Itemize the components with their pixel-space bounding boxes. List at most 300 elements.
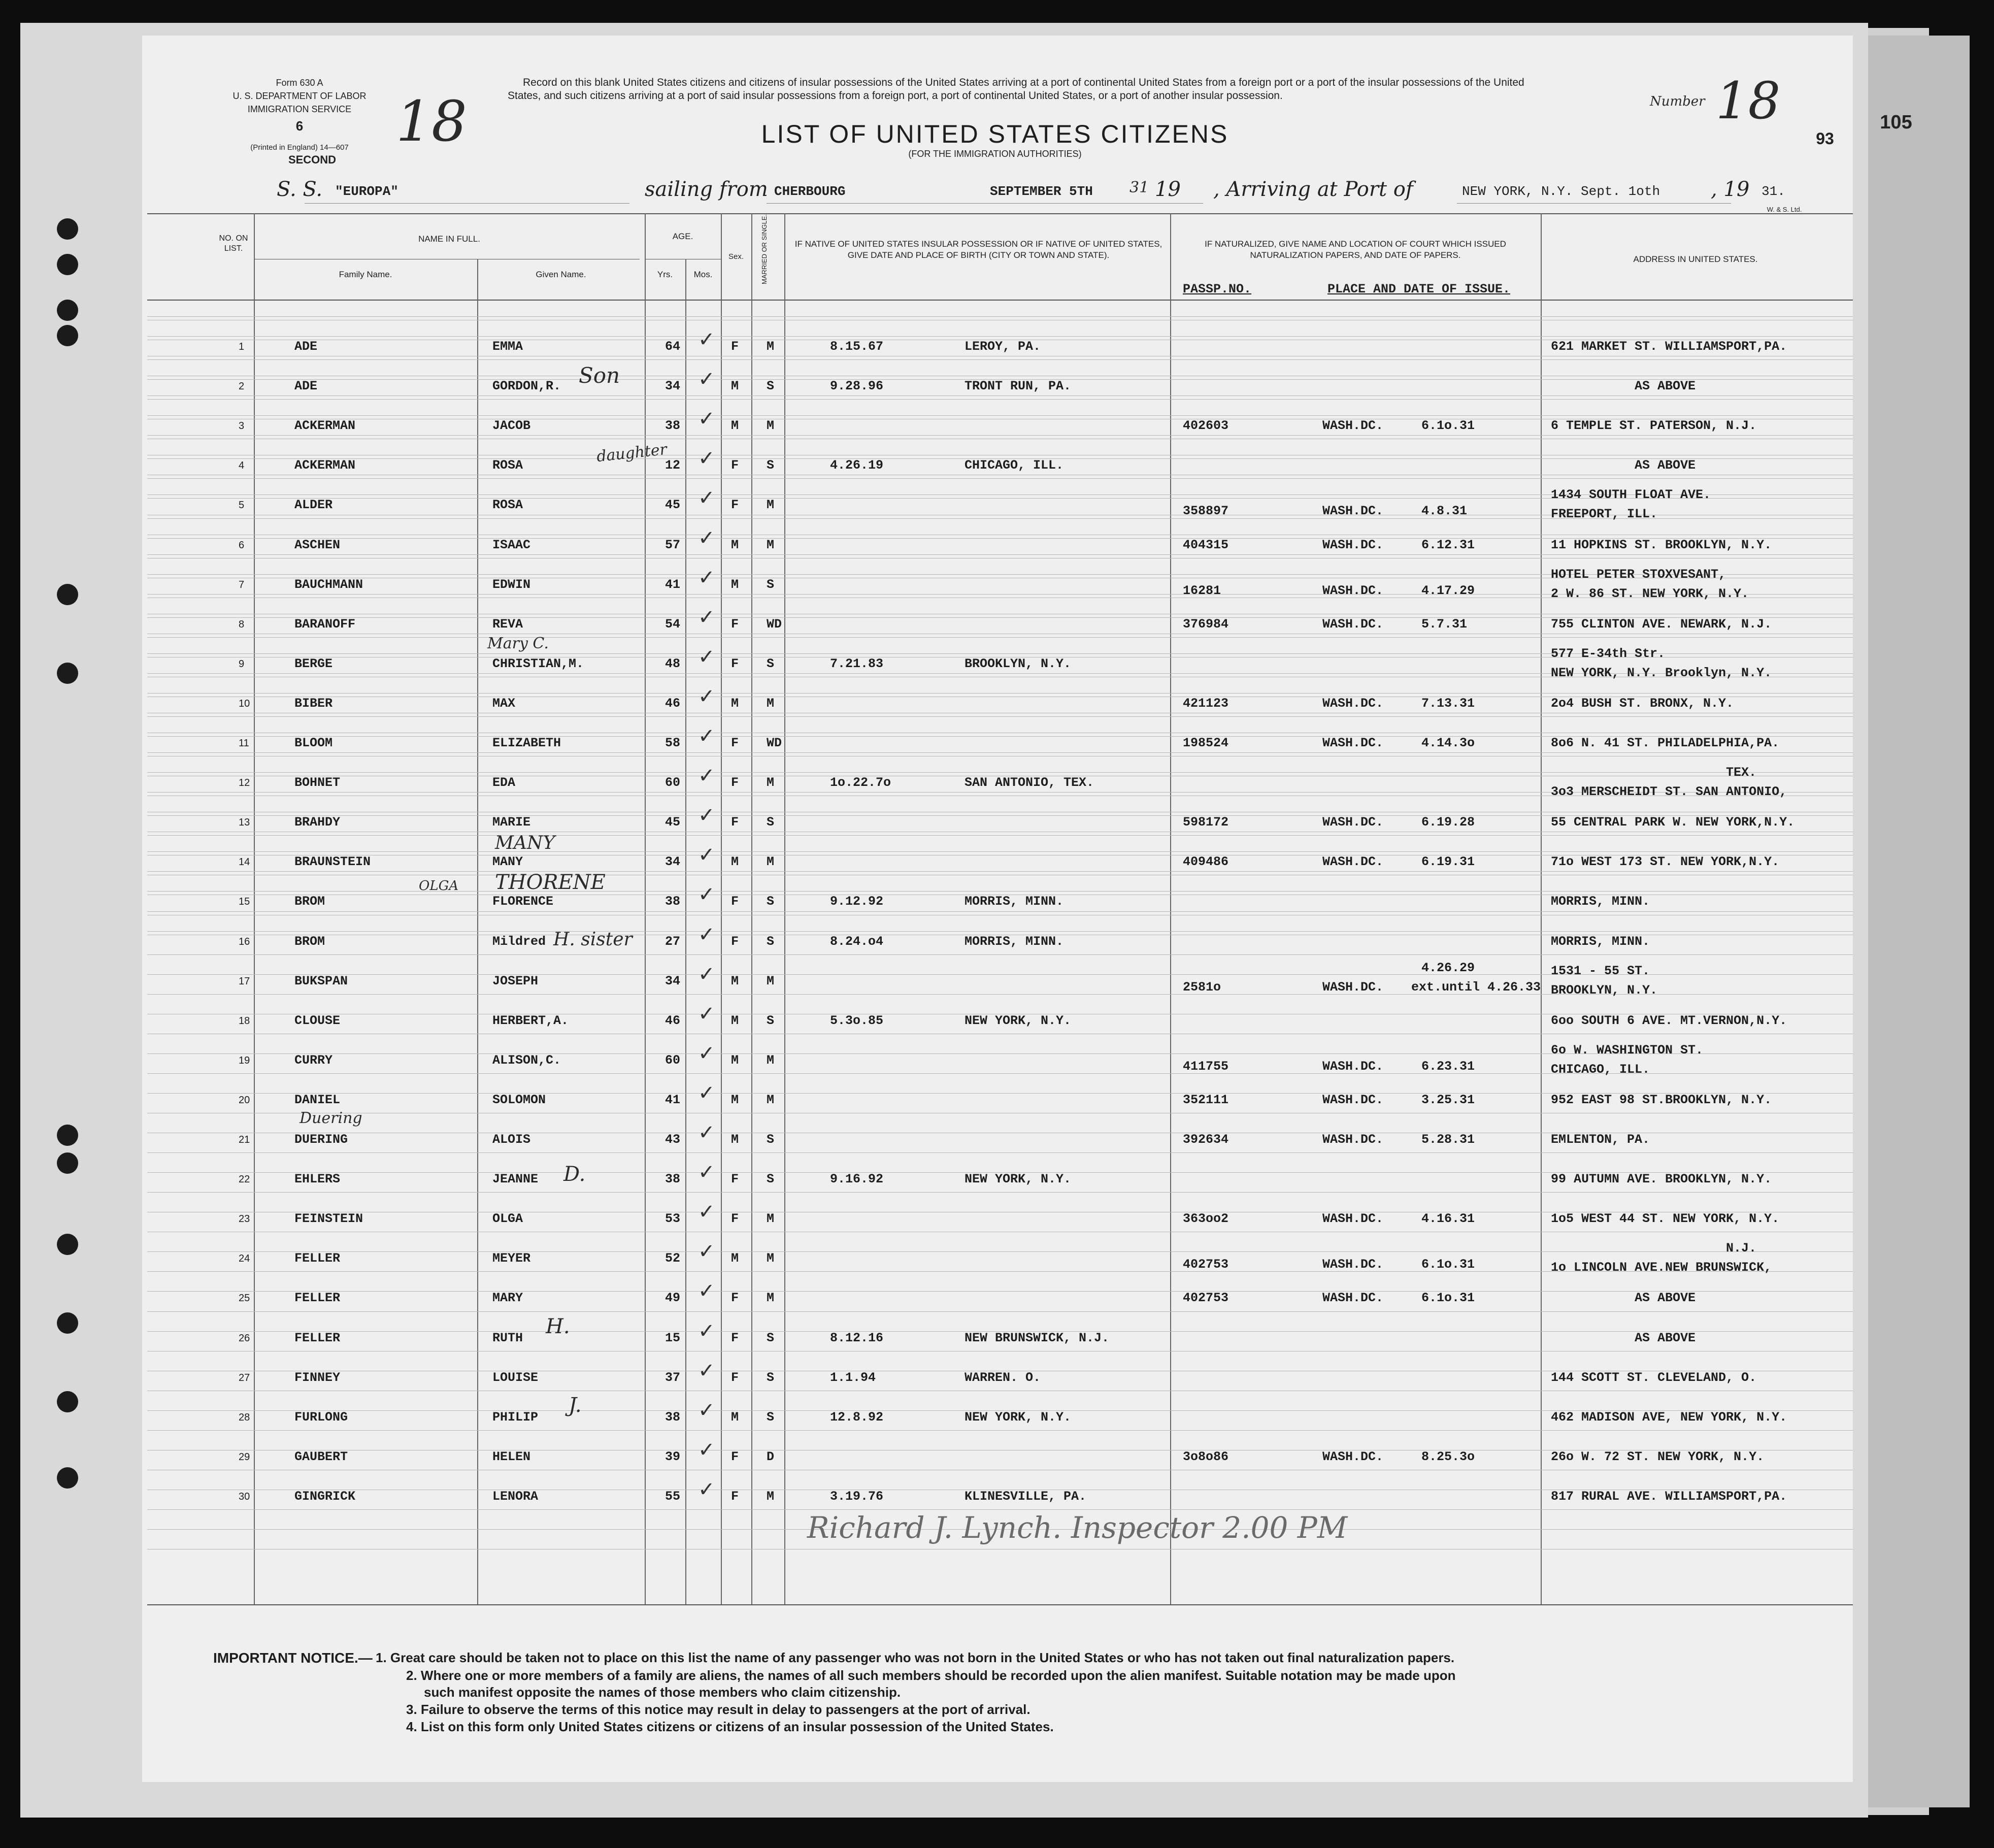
address-line: 8o6 N. 41 ST. PHILADELPHIA,PA. (1551, 736, 1780, 750)
marital-status: S (767, 656, 775, 671)
issue-date: 6.19.28 (1421, 815, 1475, 830)
issue-place: WASH.DC. (1322, 696, 1384, 711)
age-years: 64 (665, 339, 681, 354)
check-mark-icon: ✓ (698, 685, 715, 708)
passport-number: 402753 (1183, 1291, 1229, 1305)
row-number: 25 (239, 1293, 250, 1304)
issue-place: WASH.DC. (1322, 1257, 1384, 1272)
service: IMMIGRATION SERVICE (247, 104, 352, 114)
address-line: 55 CENTRAL PARK W. NEW YORK,N.Y. (1551, 815, 1795, 830)
birth-place: MORRIS, MINN. (965, 894, 1064, 909)
row-number: 30 (239, 1491, 250, 1502)
row-number: 9 (239, 658, 245, 670)
birth-date: 3.19.76 (830, 1489, 884, 1504)
binder-hole (57, 584, 78, 605)
birth-place: NEW BRUNSWICK, N.J. (965, 1331, 1110, 1345)
marital-status: S (767, 379, 775, 393)
age-years: 38 (665, 418, 681, 433)
annotation-thorene: THORENE (495, 871, 606, 894)
family-name: DUERING (294, 1132, 348, 1147)
sex: F (731, 1449, 739, 1464)
col-passport-no: PASSP.NO. (1183, 282, 1252, 296)
marital-status: M (767, 1291, 775, 1305)
col-native: IF NATIVE OF UNITED STATES INSULAR POSSESSION OR IF NATIVE OF UNITED STATES, GIVE DATE AND PLACE OF BIRTH (CITY OR TOWN AND STATE). (794, 239, 1162, 260)
issue-place: WASH.DC. (1322, 617, 1384, 632)
address-line: CHICAGO, ILL. (1551, 1062, 1650, 1077)
birth-place: LEROY, PA. (965, 339, 1041, 354)
marital-status: S (767, 815, 775, 830)
issue-date: 4.8.31 (1421, 504, 1468, 518)
given-name: Mildred (492, 934, 546, 949)
issue-place: WASH.DC. (1322, 815, 1384, 830)
col-divider (685, 259, 686, 1604)
age-years: 39 (665, 1449, 681, 1464)
given-name: RUTH (492, 1331, 523, 1345)
age-years: 55 (665, 1489, 681, 1504)
issue-date: 4.14.3o (1421, 736, 1475, 750)
sex: F (731, 1211, 739, 1226)
row-rule (147, 693, 1853, 694)
sailing-label: sailing from (645, 178, 768, 201)
family-name: FEINSTEIN (294, 1211, 363, 1226)
given-name: FLORENCE (492, 894, 554, 909)
check-mark-icon: ✓ (698, 804, 715, 827)
row-number: 23 (239, 1213, 250, 1225)
sex: F (731, 775, 739, 790)
marital-status: S (767, 1331, 775, 1345)
binder-hole (57, 663, 78, 684)
address-line: 817 RURAL AVE. WILLIAMSPORT,PA. (1551, 1489, 1787, 1504)
annotation-h: H. (546, 1315, 570, 1338)
check-mark-icon: ✓ (698, 1438, 715, 1462)
col-divider (254, 213, 255, 1604)
passport-number: 2581o (1183, 980, 1221, 995)
notice-item: 2. Where one or more members of a family are aliens, the names of all such members should be recorded upon the alien manifest. Suitable notation may be made upon (406, 1668, 1456, 1683)
sex: F (731, 894, 739, 909)
arrival-port: NEW YORK, N.Y. Sept. 1oth (1462, 184, 1660, 199)
address-line: BROOKLYN, N.Y. (1551, 983, 1658, 998)
sex: M (731, 577, 739, 592)
address-line: 755 CLINTON AVE. NEWARK, N.J. (1551, 617, 1772, 632)
row-rule (147, 478, 1853, 479)
marital-status: M (767, 1053, 775, 1068)
marital-status: M (767, 696, 775, 711)
passport-number: 598172 (1183, 815, 1229, 830)
marital-status: S (767, 1132, 775, 1147)
passport-number: 411755 (1183, 1059, 1229, 1074)
row-number: 27 (239, 1372, 250, 1383)
corner-number: 93 (1816, 129, 1834, 148)
check-mark-icon: ✓ (698, 1240, 715, 1263)
notice-item: such manifest opposite the names of those members who claim citizenship. (424, 1685, 901, 1700)
sex: M (731, 1251, 739, 1266)
sex: M (731, 1093, 739, 1107)
row-number: 7 (239, 579, 245, 590)
marital-status: M (767, 498, 775, 512)
address-line: 2o4 BUSH ST. BRONX, N.Y. (1551, 696, 1734, 711)
address-line: AS ABOVE (1635, 1331, 1696, 1345)
row-rule (147, 554, 1853, 555)
family-name: GAUBERT (294, 1449, 348, 1464)
record-instructions: Record on this blank United States citizens and citizens of insular possessions of the United States arriving at a port of continental United States from a foreign port or a port of the insular possessions of the United States, and such citizens arriving at a port of said insular possessions from a foreign port, a port of continental United States, or a port of another insular possession. (508, 77, 1524, 102)
row-number: 21 (239, 1134, 250, 1145)
check-mark-icon: ✓ (698, 526, 715, 550)
binder-hole (57, 254, 78, 275)
check-mark-icon: ✓ (698, 724, 715, 748)
passport-number: 3o8o86 (1183, 1449, 1229, 1464)
notice-heading: IMPORTANT NOTICE.— (213, 1650, 373, 1666)
given-name: JACOB (492, 418, 531, 433)
birth-date: 12.8.92 (830, 1410, 884, 1425)
given-name: LOUISE (492, 1370, 539, 1385)
row-number: 8 (239, 619, 245, 630)
col-no: NO. ON LIST. (219, 234, 248, 253)
row-number: 2 (239, 381, 245, 392)
given-name: ALISON,C. (492, 1053, 561, 1068)
passport-number: 358897 (1183, 504, 1229, 518)
given-name: EMMA (492, 339, 523, 354)
age-years: 37 (665, 1370, 681, 1385)
row-number: 11 (239, 738, 249, 749)
issue-date: 3.25.31 (1421, 1093, 1475, 1107)
address-line: 11 HOPKINS ST. BROOKLYN, N.Y. (1551, 538, 1772, 552)
issue-date: 4.17.29 (1421, 583, 1475, 598)
sex: F (731, 617, 739, 632)
birth-place: MORRIS, MINN. (965, 934, 1064, 949)
birth-date: 8.15.67 (830, 339, 884, 354)
age-years: 41 (665, 1093, 681, 1107)
row-rule (147, 1509, 1853, 1510)
row-rule (147, 336, 1853, 337)
family-name: CLOUSE (294, 1013, 341, 1028)
sex: F (731, 1370, 739, 1385)
sex: M (731, 1132, 739, 1147)
col-divider (1541, 213, 1542, 1604)
address-line: AS ABOVE (1635, 458, 1696, 473)
given-name: JOSEPH (492, 974, 539, 988)
address-line: AS ABOVE (1635, 1291, 1696, 1305)
sex: F (731, 934, 739, 949)
address-line: MORRIS, MINN. (1551, 894, 1650, 909)
col-divider (751, 213, 752, 1604)
arrival-year: 31. (1762, 184, 1785, 199)
address-line: MORRIS, MINN. (1551, 934, 1650, 949)
family-name: ASCHEN (294, 538, 341, 552)
notice-item: 3. Failure to observe the terms of this notice may result in delay to passengers at the port of arrival. (406, 1702, 1031, 1717)
family-name: BROM (294, 934, 325, 949)
arriving-label: , Arriving at Port of (1213, 178, 1413, 201)
birth-date: 7.21.83 (830, 656, 884, 671)
row-number: 29 (239, 1451, 250, 1463)
given-name: ELIZABETH (492, 736, 561, 750)
age-years: 38 (665, 894, 681, 909)
department: U. S. DEPARTMENT OF LABOR (232, 91, 367, 101)
row-rule (147, 891, 1853, 892)
binder-hole (57, 1152, 78, 1174)
col-divider (645, 213, 646, 1604)
marital-status: S (767, 1410, 775, 1425)
address-line: NEW YORK, N.Y. Brooklyn, N.Y. (1551, 666, 1772, 680)
family-name: BRAUNSTEIN (294, 854, 371, 869)
row-rule (147, 871, 1853, 872)
family-name: ADE (294, 339, 318, 354)
passport-number: 402753 (1183, 1257, 1229, 1272)
family-name: DANIEL (294, 1093, 341, 1107)
binder-hole (57, 1234, 78, 1255)
row-number: 28 (239, 1412, 250, 1423)
row-rule (147, 931, 1853, 932)
birth-date: 5.3o.85 (830, 1013, 884, 1028)
col-yrs: Yrs. (657, 270, 673, 279)
row-number: 13 (239, 817, 250, 828)
col-divider (1170, 213, 1171, 1604)
issue-place: WASH.DC. (1322, 583, 1384, 598)
check-mark-icon: ✓ (698, 1478, 715, 1501)
age-years: 46 (665, 696, 681, 711)
age-years: 57 (665, 538, 681, 552)
col-sex: Sex. (728, 252, 744, 261)
annotation-many: MANY (495, 833, 555, 853)
age-years: 43 (665, 1132, 681, 1147)
age-years: 15 (665, 1331, 681, 1345)
address-line: HOTEL PETER STOXVESANT, (1551, 567, 1726, 582)
sheet-number: 6 (295, 118, 304, 134)
age-years: 60 (665, 1053, 681, 1068)
row-rule (147, 415, 1853, 416)
issue-place: WASH.DC. (1322, 504, 1384, 518)
birth-date: 9.28.96 (830, 379, 884, 393)
issue-place: WASH.DC. (1322, 538, 1384, 552)
issue-date: 7.13.31 (1421, 696, 1475, 711)
rule (1457, 203, 1731, 204)
address-line: 26o W. 72 ST. NEW YORK, N.Y. (1551, 1449, 1765, 1464)
row-rule (147, 752, 1853, 753)
age-years: 48 (665, 656, 681, 671)
issue-place: WASH.DC. (1322, 418, 1384, 433)
document-title: LIST OF UNITED STATES CITIZENS (761, 120, 1229, 148)
age-years: 45 (665, 815, 681, 830)
given-name: HELEN (492, 1449, 531, 1464)
address-line: FREEPORT, ILL. (1551, 507, 1658, 521)
check-mark-icon: ✓ (698, 447, 715, 470)
col-given-name: Given Name. (536, 270, 586, 279)
family-name: FURLONG (294, 1410, 348, 1425)
check-mark-icon: ✓ (698, 645, 715, 669)
age-years: 45 (665, 498, 681, 512)
sailing-year: 31 (1129, 179, 1149, 196)
col-naturalized: IF NATURALIZED, GIVE NAME AND LOCATION OF COURT WHICH ISSUED NATURALIZATION PAPERS, AND DATE OF PAPERS. (1205, 239, 1506, 260)
row-rule (147, 1251, 1853, 1252)
address-line: 1434 SOUTH FLOAT AVE. (1551, 487, 1711, 502)
ship-prefix: S. S. (277, 178, 323, 201)
address-line: TEX. (1726, 765, 1757, 780)
check-mark-icon: ✓ (698, 486, 715, 510)
corner-number: 105 (1880, 112, 1912, 133)
sex: F (731, 1291, 739, 1305)
marital-status: S (767, 1013, 775, 1028)
check-mark-icon: ✓ (698, 883, 715, 906)
address-line: 577 E-34th Str. (1551, 646, 1666, 661)
issue-date: 6.12.31 (1421, 538, 1475, 552)
issue-date: 6.1o.31 (1421, 1291, 1475, 1305)
row-rule (147, 954, 1853, 955)
issue-place: WASH.DC. (1322, 1291, 1384, 1305)
inspector-signature: Richard J. Lynch. Inspector 2.00 PM (807, 1510, 1348, 1545)
birth-date: 1o.22.7o (830, 775, 891, 790)
address-line: 6o W. WASHINGTON ST. (1551, 1043, 1704, 1058)
sex: M (731, 418, 739, 433)
sex: M (731, 854, 739, 869)
number-label: Number (1650, 94, 1705, 109)
address-line: 1o5 WEST 44 ST. NEW YORK, N.Y. (1551, 1211, 1780, 1226)
annotation-olga: OLGA (419, 878, 459, 894)
given-name: HERBERT,A. (492, 1013, 569, 1028)
sex: F (731, 458, 739, 473)
check-mark-icon: ✓ (698, 1359, 715, 1382)
table-bottom-rule (147, 1604, 1853, 1605)
row-rule (147, 359, 1853, 360)
printed-note: (Printed in England) 14—607 (250, 143, 349, 152)
marital-status: WD (767, 736, 782, 750)
form-header-block (223, 76, 376, 116)
age-years: 34 (665, 379, 681, 393)
form-number: Form 630 A (276, 78, 323, 88)
birth-place: CHICAGO, ILL. (965, 458, 1064, 473)
birth-place: TRONT RUN, PA. (965, 379, 1072, 393)
annotation-mary-c: Mary C. (487, 635, 549, 652)
sex: M (731, 696, 739, 711)
marital-status: S (767, 934, 775, 949)
given-name: PHILIP (492, 1410, 539, 1425)
row-rule (147, 1192, 1853, 1193)
passport-number: 363oo2 (1183, 1211, 1229, 1226)
birth-place: NEW YORK, N.Y. (965, 1172, 1072, 1186)
given-name: MEYER (492, 1251, 531, 1266)
document-subtitle: (FOR THE IMMIGRATION AUTHORITIES) (908, 149, 1082, 159)
family-name: ACKERMAN (294, 458, 356, 473)
sex: F (731, 1489, 739, 1504)
marital-status: M (767, 854, 775, 869)
birth-date: 1.1.94 (830, 1370, 876, 1385)
check-mark-icon: ✓ (698, 606, 715, 629)
arrival-year-prefix: , 19 (1711, 178, 1750, 201)
row-number: 12 (239, 777, 250, 788)
age-years: 58 (665, 736, 681, 750)
marital-status: WD (767, 617, 782, 632)
marital-status: D (767, 1449, 775, 1464)
check-mark-icon: ✓ (698, 764, 715, 787)
family-name: BUKSPAN (294, 974, 348, 988)
marital-status: M (767, 1093, 775, 1107)
row-number: 18 (239, 1015, 250, 1027)
issue-place: WASH.DC. (1322, 1211, 1384, 1226)
address-line: N.J. (1726, 1241, 1757, 1256)
row-rule (147, 316, 1853, 317)
sex: M (731, 538, 739, 552)
age-years: 60 (665, 775, 681, 790)
check-mark-icon: ✓ (698, 1002, 715, 1026)
binder-hole (57, 1467, 78, 1489)
passport-number: 402603 (1183, 418, 1229, 433)
family-name: BIBER (294, 696, 333, 711)
annotation-h-sister: H. sister (553, 929, 633, 950)
given-name: MANY (492, 854, 523, 869)
address-line: 6oo SOUTH 6 AVE. MT.VERNON,N.Y. (1551, 1013, 1787, 1028)
binder-hole (57, 218, 78, 240)
check-mark-icon: ✓ (698, 1161, 715, 1184)
sex: M (731, 379, 739, 393)
binder-hole (57, 300, 78, 321)
birth-date: 9.16.92 (830, 1172, 884, 1186)
age-years: 34 (665, 974, 681, 988)
binder-hole (57, 1312, 78, 1334)
check-mark-icon: ✓ (698, 963, 715, 986)
col-place-date-issue: PLACE AND DATE OF ISSUE. (1327, 282, 1511, 296)
issue-date: 5.28.31 (1421, 1132, 1475, 1147)
birth-place: NEW YORK, N.Y. (965, 1410, 1072, 1425)
check-mark-icon: ✓ (698, 1121, 715, 1144)
issue-place: WASH.DC. (1322, 736, 1384, 750)
given-name: MARY (492, 1291, 523, 1305)
given-name: REVA (492, 617, 523, 632)
row-rule (147, 1291, 1853, 1292)
col-mos: Mos. (693, 270, 713, 279)
table-top-rule (147, 213, 1853, 214)
row-rule (147, 637, 1853, 638)
row-rule (147, 1152, 1853, 1153)
back-sheet-edge (1868, 36, 1970, 1807)
passport-number: 352111 (1183, 1093, 1229, 1107)
check-mark-icon: ✓ (698, 1279, 715, 1303)
annotation-son: Son (579, 363, 620, 388)
issue-date: 6.1o.31 (1421, 418, 1475, 433)
row-rule (147, 399, 1853, 400)
sex: M (731, 1013, 739, 1028)
age-years: 41 (665, 577, 681, 592)
issue-place: WASH.DC. (1322, 1132, 1384, 1147)
address-line: 1531 - 55 ST. (1551, 964, 1650, 978)
sex: M (731, 1410, 739, 1425)
sex: F (731, 736, 739, 750)
issue-place: WASH.DC. (1322, 1093, 1384, 1107)
given-name: MAX (492, 696, 516, 711)
sex: F (731, 656, 739, 671)
row-number: 17 (239, 976, 250, 987)
row-number: 20 (239, 1095, 250, 1106)
marital-status: S (767, 1370, 775, 1385)
row-number: 26 (239, 1333, 250, 1344)
row-rule (147, 911, 1853, 912)
col-divider (721, 213, 722, 1604)
passport-number: 16281 (1183, 583, 1221, 598)
row-rule (147, 435, 1853, 436)
row-number: 16 (239, 936, 250, 947)
family-name: BARANOFF (294, 617, 356, 632)
issue-date: 6.1o.31 (1421, 1257, 1475, 1272)
sex: F (731, 498, 739, 512)
address-line: 2 W. 86 ST. NEW YORK, N.Y. (1551, 586, 1749, 601)
address-line: 3o3 MERSCHEIDT ST. SAN ANTONIO, (1551, 784, 1787, 799)
age-years: 12 (665, 458, 681, 473)
marital-status: S (767, 458, 775, 473)
rule (305, 203, 629, 204)
birth-place: WARREN. O. (965, 1370, 1041, 1385)
issue-date: 8.25.3o (1421, 1449, 1475, 1464)
given-name: ROSA (492, 458, 523, 473)
col-married-single: MARRIED OR SINGLE. (760, 214, 768, 284)
given-name: ISAAC (492, 538, 531, 552)
family-name: BRAHDY (294, 815, 341, 830)
